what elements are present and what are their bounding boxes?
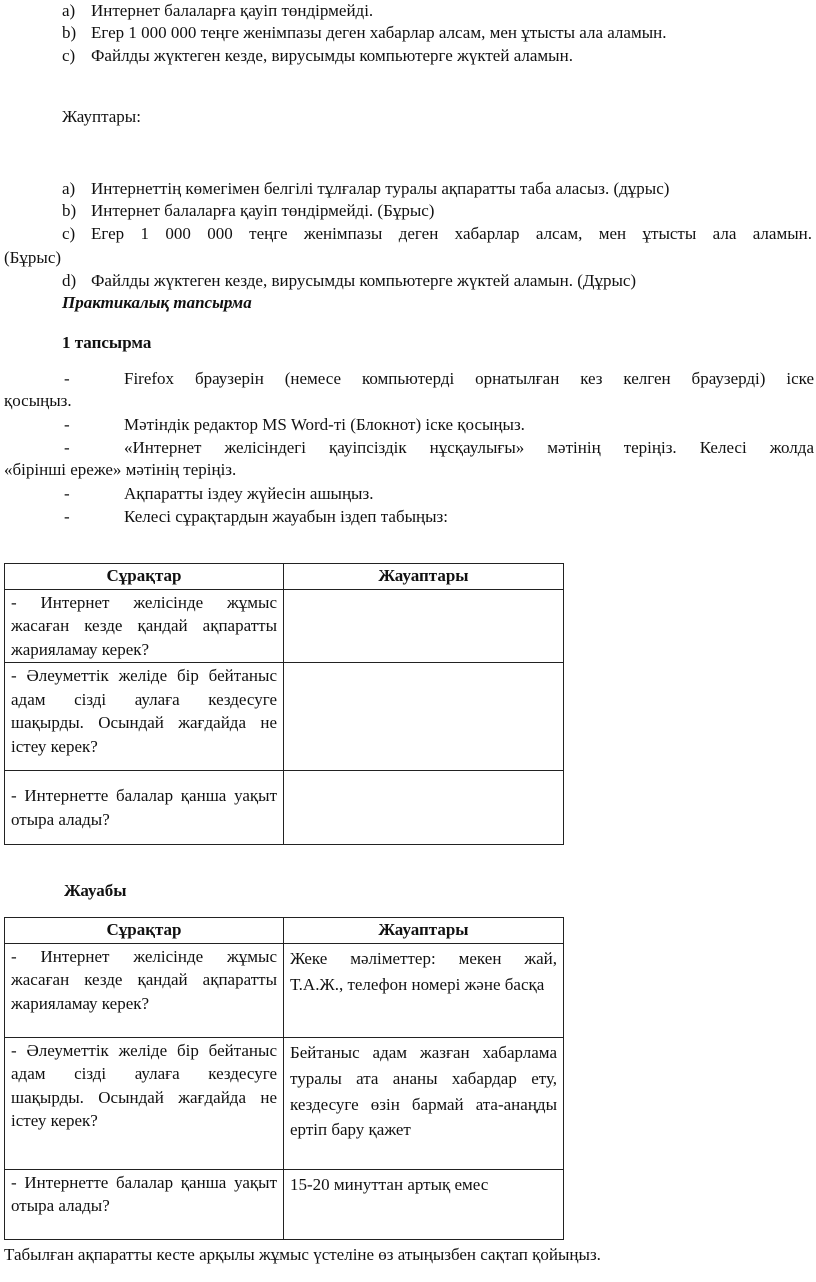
- step-text: Мәтіндік редактор MS Word-ті (Блокнот) іске қосыңыз.: [124, 415, 525, 434]
- question-cell: - Әлеуметтік желіде бір бейтаныс адам сізді аулаға кездесуге шақырды. Осындай жағдайда не істеу керек?: [5, 663, 284, 771]
- question-cell: - Интернетте балалар қанша уақыт отыра алады?: [5, 1170, 284, 1240]
- step-dash: -: [64, 507, 70, 526]
- table-header-questions: Сұрақтар: [5, 918, 284, 944]
- answer-cell: Бейтаныс адам жазған хабарлама туралы ата ананы хабардар ету, кездесуге өзін бармай ата-анаңды ертіп бару қажет: [284, 1038, 564, 1170]
- answer-text: Файлды жүктеген кезде, вирусымды компьютерге жүктей аламын. (Дұрыс): [91, 271, 637, 290]
- questions-table: [4, 563, 564, 845]
- answer-a: [62, 178, 812, 200]
- step-5: [0, 506, 816, 529]
- option-text: Егер 1 000 000 теңге женімпазы деген хабарлар алсам, мен ұтысты ала аламын.: [91, 23, 667, 43]
- answer-cell[interactable]: [284, 771, 564, 845]
- table-row: [5, 771, 564, 845]
- answer-d: [62, 270, 812, 292]
- option-marker: a): [62, 1, 76, 20]
- answer-marker: d): [62, 271, 77, 290]
- question-cell: - Интернет желісінде жұмыс жасаған кезде қандай ақпаратты жарияламау керек?: [5, 590, 284, 663]
- option-c: [62, 45, 812, 67]
- option-b: [62, 22, 812, 44]
- task-title: 1 тапсырма: [62, 333, 152, 352]
- step-3: [0, 437, 816, 483]
- answer-c: [62, 223, 812, 245]
- step-4: [0, 483, 816, 506]
- step-2: [0, 414, 816, 437]
- step-text: «Интернет желісіндегі қауіпсіздік нұсқаулығы» мәтінің теріңіз. Келесі жолда: [124, 438, 814, 457]
- answers-heading: Жауптары:: [62, 107, 141, 126]
- table-header-questions: Сұрақтар: [5, 564, 284, 590]
- table-row: [5, 1170, 564, 1240]
- step-dash: -: [64, 484, 70, 503]
- table-row: [5, 1038, 564, 1170]
- answer-cell: Жеке мәліметтер: мекен жай, Т.А.Ж., телефон номері және басқа: [284, 944, 564, 1038]
- steps-list: [0, 368, 816, 529]
- answers-table: [4, 917, 564, 1240]
- answer-c-tail: (Бұрыс): [4, 248, 62, 267]
- option-marker: b): [62, 23, 77, 43]
- table-header-answers: Жауаптары: [284, 918, 564, 944]
- table-row: [5, 590, 564, 663]
- table-row: [5, 944, 564, 1038]
- step-text: Келесі сұрақтардын жауабын іздеп табыңыз:: [124, 507, 448, 526]
- table-row: [5, 663, 564, 771]
- step-dash: -: [64, 369, 70, 388]
- answer-cell[interactable]: [284, 663, 564, 771]
- answer-text: Интернеттің көмегімен белгілі тұлғалар туралы ақпаратты таба аласыз. (дұрыс): [91, 179, 670, 198]
- question-cell: - Әлеуметтік желіде бір бейтаныс адам сізді аулаға кездесуге шақырды. Осындай жағдайда не істеу керек?: [5, 1038, 284, 1170]
- step-dash: -: [64, 415, 70, 434]
- step-text-cont: қосыңыз.: [4, 391, 72, 410]
- option-a: [62, 0, 812, 22]
- answer-marker: a): [62, 179, 76, 198]
- answer-cell: 15-20 минуттан артық емес: [284, 1170, 564, 1240]
- step-text: Ақпаратты іздеу жүйесін ашыңыз.: [124, 484, 374, 503]
- option-marker: c): [62, 45, 76, 65]
- answer-text: Егер 1 000 000 теңге женімпазы деген хабарлар алсам, мен ұтысты ала аламын.: [91, 223, 812, 243]
- answer-b: [62, 200, 812, 222]
- options-list-top: [62, 0, 812, 67]
- answer-text: Интернет балаларға қауіп төндірмейді. (Бұрыс): [91, 201, 435, 221]
- question-cell: - Интернет желісінде жұмыс жасаған кезде қандай ақпаратты жарияламау керек?: [5, 944, 284, 1038]
- option-text: Интернет балаларға қауіп төндірмейді.: [91, 1, 374, 20]
- question-cell: - Интернетте балалар қанша уақыт отыра алады?: [5, 771, 284, 845]
- step-1: [0, 368, 816, 414]
- step-text: Firefox браузерін (немесе компьютерді орнатылған кез келген браузерді) іске: [124, 369, 814, 388]
- answer-title: Жауабы: [64, 881, 127, 900]
- answer-marker: c): [62, 223, 76, 243]
- practical-title: Практикалық тапсырма: [62, 293, 252, 312]
- answer-cell[interactable]: [284, 590, 564, 663]
- step-text-cont: «бірінші ереже» мәтінің теріңіз.: [4, 460, 237, 479]
- option-text: Файлды жүктеген кезде, вирусымды компьютерге жүктей аламын.: [91, 45, 573, 65]
- answer-marker: b): [62, 201, 77, 221]
- answers-list-d: [62, 270, 812, 292]
- answers-list: [62, 178, 812, 245]
- table-header-answers: Жауаптары: [284, 564, 564, 590]
- step-dash: -: [64, 438, 70, 457]
- footer-instruction: Табылған ақпаратты кесте арқылы жұмыс үстеліне өз атыңызбен сақтап қойыңыз.: [4, 1245, 601, 1264]
